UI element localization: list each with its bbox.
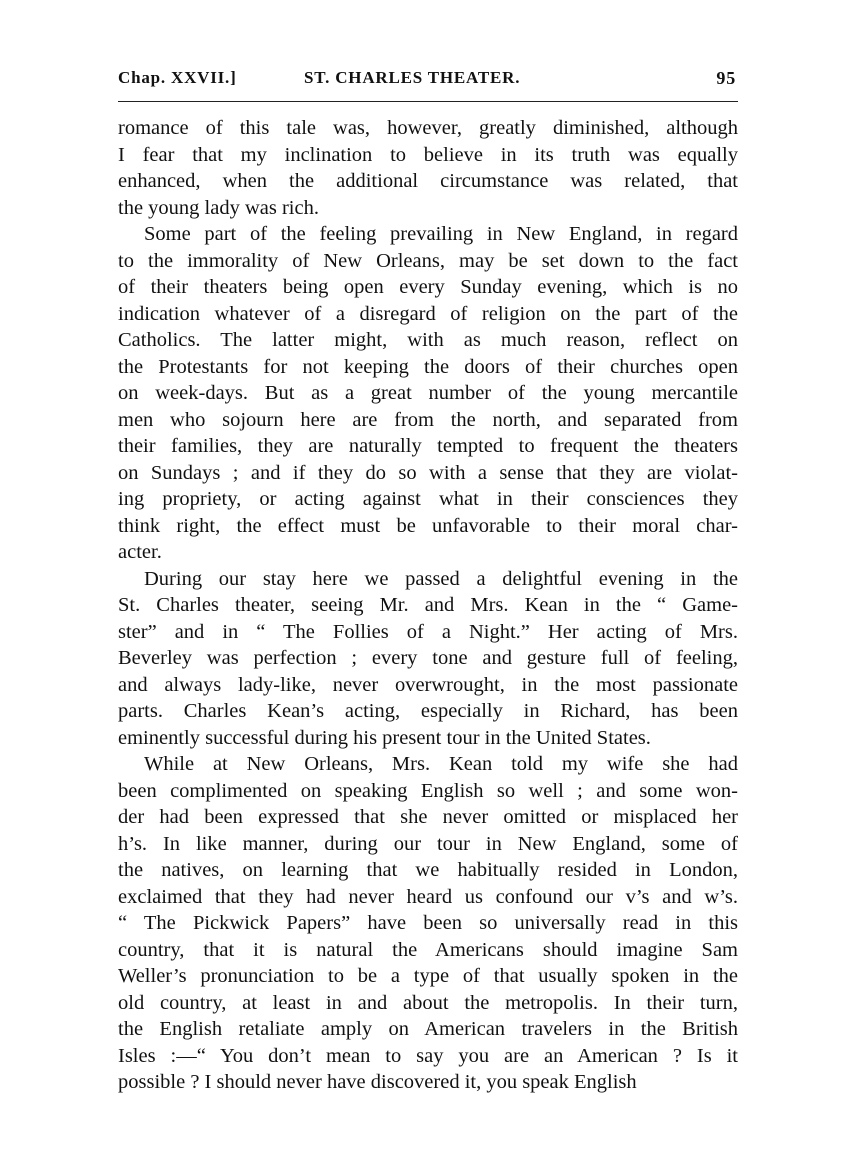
text-line: old country, at least in and about the metropolis. In their turn, [118, 991, 738, 1014]
text-line: Isles :—“ You don’t mean to say you are an American ? Is it [118, 1044, 738, 1067]
header-rule [118, 101, 738, 102]
text-line: I fear that my inclination to believe in its truth was equally [118, 143, 738, 166]
text-line: During our stay here we passed a delightful evening in the [144, 567, 738, 590]
paragraph [118, 115, 738, 221]
page-number: 95 [716, 68, 736, 88]
text-line: of their theaters being open every Sunday evening, which is no [118, 276, 738, 298]
text-line: possible ? I should never have discovered it, you speak English [118, 1071, 637, 1093]
text-line: the natives, on learning that we habitually resided in London, [118, 859, 738, 881]
text-line: Some part of the feeling prevailing in New England, in regard [144, 223, 738, 245]
text-line: to the immorality of New Orleans, may be set down to the fact [118, 249, 738, 272]
text-line: Weller’s pronunciation to be a type of that usually spoken in the [118, 965, 738, 987]
running-title: ST. CHARLES THEATER. [304, 68, 521, 87]
text-line: the young lady was rich. [118, 196, 319, 219]
text-line: acter. [118, 541, 162, 563]
text-line: parts. Charles Kean’s acting, especially in Richard, has been [118, 700, 738, 722]
text-line: the Protestants for not keeping the doors of their churches open [118, 355, 738, 378]
running-head [118, 64, 738, 94]
paragraph [118, 751, 738, 1096]
text-line: eminently successful during his present tour in the United States. [118, 726, 651, 749]
text-line: romance of this tale was, however, greatly diminished, although [118, 117, 738, 139]
paragraph [118, 566, 738, 752]
text-line: ing propriety, or acting against what in their consciences they [118, 488, 738, 510]
text-line: men who sojourn here are from the north, and separated from [118, 408, 738, 431]
text-line: While at New Orleans, Mrs. Kean told my wife she had [144, 753, 738, 775]
text-line: Beverley was perfection ; every tone and gesture full of feeling, [118, 647, 738, 669]
text-line: think right, the effect must be unfavorable to their moral char- [118, 514, 738, 537]
text-line: der had been expressed that she never omitted or misplaced her [118, 806, 738, 828]
text-line: h’s. In like manner, during our tour in New England, some of [118, 832, 738, 855]
text-line: country, that it is natural the Americans should imagine Sam [118, 938, 738, 961]
text-line: Catholics. The latter might, with as much reason, reflect on [118, 329, 738, 351]
text-line: St. Charles theater, seeing Mr. and Mrs. Kean in the “ Game- [118, 594, 738, 616]
text-line: ster” and in “ The Follies of a Night.” Her acting of Mrs. [118, 620, 738, 643]
text-line: their families, they are naturally tempted to frequent the theaters [118, 435, 738, 457]
text-line: and always lady-like, never overwrought, in the most passionate [118, 673, 738, 696]
text-line: on week-days. But as a great number of the young mercantile [118, 382, 738, 404]
chapter-label: Chap. XXVII.] [118, 68, 237, 87]
text-line: enhanced, when the additional circumstance was related, that [118, 170, 738, 192]
body-text [118, 115, 738, 1096]
text-line: on Sundays ; and if they do so with a sense that they are violat- [118, 461, 738, 484]
text-line: “ The Pickwick Papers” have been so universally read in this [118, 912, 738, 934]
text-line: been complimented on speaking English so well ; and some won- [118, 779, 738, 802]
text-line: indication whatever of a disregard of religion on the part of the [118, 302, 738, 325]
paragraph [118, 221, 738, 566]
text-line: exclaimed that they had never heard us confound our v’s and w’s. [118, 885, 738, 908]
text-line: the English retaliate amply on American travelers in the British [118, 1018, 738, 1040]
